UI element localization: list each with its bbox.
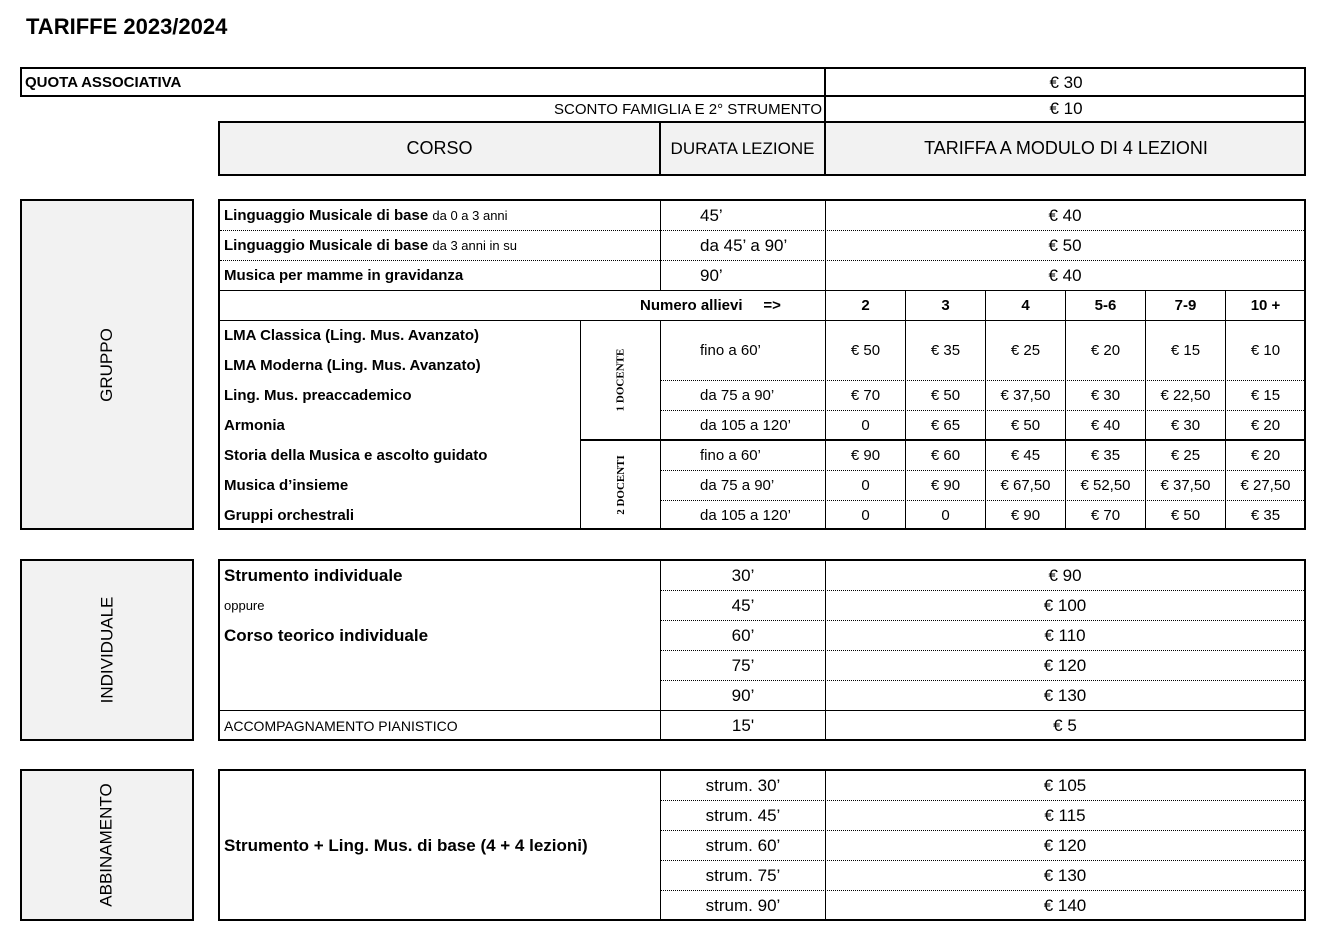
allievi-col: 7-9: [1174, 297, 1197, 314]
price-cell: € 45: [1010, 447, 1041, 464]
header-corso: CORSO: [406, 138, 473, 158]
individuale-durata: 60’: [731, 625, 755, 645]
price-cell: € 37,50: [1000, 387, 1051, 404]
price-cell: € 40: [1090, 417, 1121, 434]
abbinamento-price: € 140: [1043, 895, 1087, 915]
price-row-durata: fino a 60’: [700, 342, 761, 359]
price-cell: 0: [861, 507, 870, 524]
sconto-value: € 10: [1049, 99, 1083, 118]
individuale-price: € 90: [1048, 565, 1082, 585]
individuale-label: INDIVIDUALE: [97, 596, 116, 704]
price-cell: € 15: [1250, 387, 1281, 404]
price-cell: € 60: [930, 447, 961, 464]
gruppo-base-row: Musica per mamme in gravidanza: [224, 267, 464, 284]
abbinamento-durata: strum. 60’: [705, 835, 781, 855]
price-cell: € 67,50: [1000, 477, 1051, 494]
individuale-price: € 120: [1043, 655, 1087, 675]
price-cell: € 15: [1170, 342, 1201, 359]
price-cell: € 52,50: [1080, 477, 1131, 494]
price-row-durata: da 75 a 90’: [700, 477, 775, 494]
allievi-col: 2: [861, 297, 870, 314]
gruppo-base-row: Linguaggio Musicale di base da 3 anni in su: [224, 237, 517, 254]
header-durata: DURATA LEZIONE: [670, 138, 815, 158]
individuale-durata: 90’: [731, 685, 755, 705]
abbinamento-course: Strumento + Ling. Mus. di base (4 + 4 lezioni): [224, 835, 588, 855]
course-name: LMA Moderna (Ling. Mus. Avanzato): [224, 357, 481, 374]
individuale-durata: 30’: [731, 565, 755, 585]
price-cell: € 70: [850, 387, 881, 404]
quota-value: € 30: [1049, 72, 1083, 92]
price-cell: € 65: [930, 417, 961, 434]
gruppo-base-durata: 45’: [700, 205, 723, 225]
individuale-price: € 130: [1043, 685, 1087, 705]
price-cell: 0: [941, 507, 950, 524]
price-cell: € 50: [850, 342, 881, 359]
allievi-col: 4: [1021, 297, 1030, 314]
price-cell: € 70: [1090, 507, 1121, 524]
price-cell: € 50: [930, 387, 961, 404]
course-name: Gruppi orchestrali: [224, 507, 355, 524]
allievi-col: 3: [941, 297, 950, 314]
price-cell: € 30: [1090, 387, 1121, 404]
price-cell: € 20: [1250, 417, 1281, 434]
price-cell: € 25: [1170, 447, 1201, 464]
gruppo-base-price: € 50: [1048, 235, 1082, 255]
individuale-course1: Strumento individuale: [224, 565, 403, 585]
price-cell: € 22,50: [1160, 387, 1211, 404]
quota-label: QUOTA ASSOCIATIVA: [25, 74, 182, 91]
price-cell: 0: [861, 477, 870, 494]
price-cell: € 27,50: [1240, 477, 1291, 494]
abbinamento-label: ABBINAMENTO: [97, 783, 116, 907]
price-cell: € 90: [930, 477, 961, 494]
abbinamento-price: € 105: [1043, 775, 1087, 795]
abbinamento-price: € 120: [1043, 835, 1087, 855]
gruppo-base-price: € 40: [1048, 265, 1082, 285]
price-cell: € 35: [930, 342, 961, 359]
course-name: Musica d’insieme: [224, 477, 349, 494]
header-tariffa: TARIFFA A MODULO DI 4 LEZIONI: [924, 138, 1208, 158]
price-cell: € 90: [1010, 507, 1041, 524]
individuale-durata: 75’: [731, 655, 755, 675]
price-row-durata: da 105 a 120’: [700, 507, 791, 524]
individuale-course2: Corso teorico individuale: [224, 625, 429, 645]
price-cell: € 37,50: [1160, 477, 1211, 494]
gruppo-label: GRUPPO: [97, 327, 116, 402]
accomp-name: ACCOMPAGNAMENTO PIANISTICO: [224, 717, 458, 734]
individuale-price: € 110: [1044, 625, 1086, 645]
abbinamento-durata: strum. 90’: [705, 895, 781, 915]
price-cell: € 50: [1170, 507, 1201, 524]
individuale-price: € 100: [1043, 595, 1087, 615]
price-row-durata: fino a 60’: [700, 447, 761, 464]
accomp-durata: 15': [731, 715, 755, 735]
docente2-label: 2 DOCENTI: [614, 455, 627, 515]
docente1-label: 1 DOCENTE: [614, 348, 627, 412]
price-cell: 0: [861, 417, 870, 434]
course-name: Storia della Musica e ascolto guidato: [224, 447, 488, 464]
abbinamento-durata: strum. 75’: [705, 865, 781, 885]
price-row-durata: da 105 a 120’: [700, 417, 791, 434]
allievi-col: 10 +: [1250, 297, 1281, 314]
allievi-col: 5-6: [1094, 297, 1117, 314]
price-cell: € 20: [1250, 447, 1281, 464]
gruppo-base-durata: da 45’ a 90’: [700, 235, 788, 255]
abbinamento-price: € 130: [1043, 865, 1087, 885]
course-name: Armonia: [224, 417, 285, 434]
price-cell: € 35: [1090, 447, 1121, 464]
price-cell: € 90: [850, 447, 881, 464]
price-cell: € 25: [1010, 342, 1041, 359]
price-cell: € 10: [1250, 342, 1281, 359]
price-cell: € 30: [1170, 417, 1201, 434]
price-cell: € 20: [1090, 342, 1121, 359]
course-name: Ling. Mus. preaccademico: [224, 387, 412, 404]
course-name: LMA Classica (Ling. Mus. Avanzato): [224, 327, 480, 344]
page-title: TARIFFE 2023/2024: [26, 14, 228, 39]
gruppo-base-price: € 40: [1048, 205, 1082, 225]
abbinamento-price: € 115: [1044, 805, 1086, 825]
abbinamento-durata: strum. 30’: [705, 775, 781, 795]
price-row-durata: da 75 a 90’: [700, 387, 775, 404]
gruppo-base-row: Linguaggio Musicale di base da 0 a 3 anni: [224, 207, 508, 224]
price-cell: € 50: [1010, 417, 1041, 434]
gruppo-base-durata: 90’: [700, 265, 723, 285]
individuale-durata: 45’: [731, 595, 755, 615]
individuale-oppure: oppure: [224, 598, 265, 613]
abbinamento-durata: strum. 45’: [705, 805, 781, 825]
accomp-price: € 5: [1053, 715, 1077, 735]
price-cell: € 35: [1250, 507, 1281, 524]
sconto-label: SCONTO FAMIGLIA E 2° STRUMENTO: [554, 100, 822, 118]
allievi-label: Numero allievi =>: [640, 297, 781, 314]
